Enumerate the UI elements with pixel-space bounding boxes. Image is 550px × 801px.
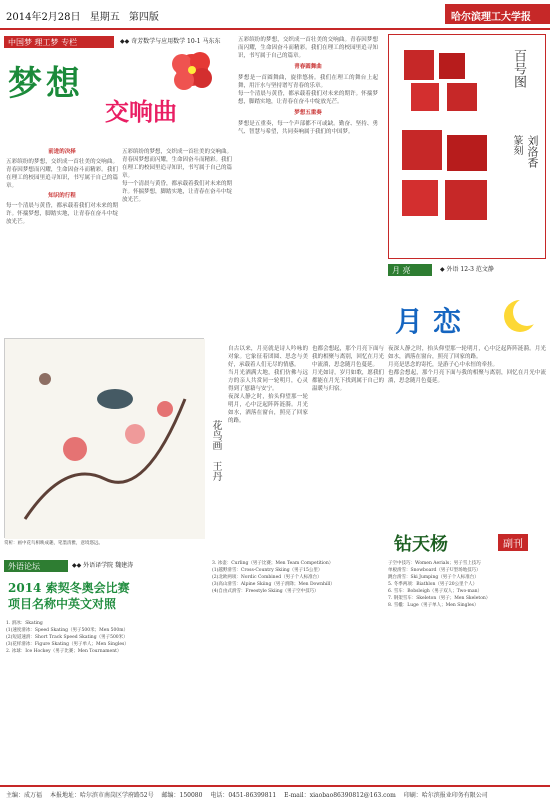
- olympic-item-left-2: (1)速度滑冰：Speed Skating（男子500米；Men 500m）: [6, 628, 129, 633]
- dream-para-2: 每一个清晨与黄昏，都承载着我们对未来的期许。怀揣梦想，脚踏实地，让青春在奋斗中绽放光芒。: [6, 203, 118, 225]
- olympic-item-mid-4: (3)高山滑雪：Alpine Skiing（男子滑降；Men Downhill）: [212, 582, 335, 587]
- dream-five-title: 梦想五重奏: [294, 110, 322, 116]
- moon-byline: [440, 264, 546, 273]
- olympic-item-left-5: 2. 冰球：Ice Hockey（男子比赛；Men Tournament）: [6, 649, 122, 654]
- dream-subhead: 知识的行程: [48, 193, 76, 199]
- section-header-forum: 外语论坛: [4, 560, 68, 572]
- section-header-dream: 中国梦 理工梦 专栏: [4, 36, 114, 48]
- olympic-item-right-2: 单板滑雪：Snowboard（男子U型场地技巧）: [388, 568, 481, 573]
- header-divider: [0, 28, 550, 30]
- forum-byline: [72, 560, 212, 569]
- issue-date: 2014年2月28日: [6, 12, 81, 23]
- dream-column-right: [238, 36, 378, 301]
- dream-title-art: 梦想: [8, 64, 84, 104]
- publication-name: 哈尔滨理工大学报: [445, 4, 550, 24]
- olympic-item-right-7: 8. 雪橇：Luge（男子单人；Men Singles）: [388, 603, 479, 608]
- supplement-title: 钻天杨: [394, 534, 448, 555]
- colb-para-3: 夜深人静之时，抬头仰望那一轮明月，心中泛起阵阵涟漪。月光如水，洒落在窗台，照亮了回家的路。: [228, 394, 308, 424]
- dream-paragraph-left: [6, 148, 118, 298]
- byline-name: 马东东: [202, 38, 221, 45]
- seal-art-panel: [388, 34, 546, 259]
- seal-horses-bottom: [397, 125, 497, 245]
- painting-author: 王丹: [210, 461, 221, 482]
- moon-paragraph: [388, 345, 546, 525]
- dream-five-para: 梦想是五重奏，每一个声部都不可或缺。勤奋、坚持、勇气、智慧与希望，共同奏响属于我们的中国梦。: [238, 121, 378, 135]
- dream-mid-para-2: 每一个清晨与黄昏，都承载着我们对未来的期许。怀揣梦想，脚踏实地，让青春在奋斗中绽放光芒。: [238, 91, 378, 105]
- olympic-item-right-1: 子空中技巧：Women Aerials；男子雪上技巧: [388, 561, 481, 566]
- painting-type: 花鸟画: [210, 420, 221, 450]
- byline-tag: ◆◆ 奇芳数学与应用数学 10-1: [120, 38, 201, 45]
- moon-author: 范文静: [475, 266, 494, 273]
- moon-title: 月恋: [395, 305, 472, 338]
- colc-para-1: 也都会想起，那个月亮下面与我的相聚与离别，回忆在月光中流淌，思念随月色蔓延。: [312, 346, 384, 368]
- colb-para-1: 自古以来，月亮就是诗人吟咏的对象。它象征着团圆、思念与美好，承载着人们无尽的情感。: [228, 346, 308, 368]
- moon-column-b: [228, 345, 308, 550]
- olympic-item-right-6: 7. 钢架雪车：Skeleton（男子；Men Skeleton）: [388, 596, 491, 601]
- footer-postcode: 邮编：150080: [161, 792, 203, 799]
- dream-para-1b: 五彩缤纷的梦想，交织成一首壮美的交响曲。青春因梦想而闪耀，生命因奋斗而精彩。我们在理工的校园里追寻知识，书写属于自己的篇章。: [122, 149, 232, 179]
- colc-para-2: 月光如诗，岁月如歌，愿我们都能在月光下找到属于自己的温暖与归宿。: [312, 370, 384, 392]
- olympic-item-left-4: (3)花样滑冰：Figure Skating（男子单人；Men Singles）: [6, 642, 129, 647]
- footer-editor: 主编：成万福: [6, 792, 43, 799]
- issue-page: 第四版: [128, 12, 159, 23]
- olympic-item-mid-1: 3. 冰壶：Curling（男子比赛；Men Team Competition）: [212, 561, 334, 566]
- supplement-tag: 副刊: [498, 534, 528, 551]
- footer-printer: 印刷：哈尔滨报业印务有限公司: [403, 792, 488, 799]
- seal-horse-artwork: [399, 45, 489, 115]
- supplement-banner: [388, 530, 546, 554]
- masthead-date-bar: [0, 0, 300, 30]
- olympic-item-left-3: (2)短道速滑：Short Track Speed Skating（男子500米）: [6, 635, 128, 640]
- dream-col-para: 五彩缤纷的梦想，交织成一首壮美的交响曲。青春因梦想而闪耀，生命因奋斗而精彩。我们在理工的校园里追寻知识，书写属于自己的篇章。: [238, 37, 378, 59]
- olympic-list-right: [388, 560, 546, 780]
- flower-bird-painting: [4, 338, 204, 538]
- moon-crescent-icon: [500, 296, 540, 336]
- olympic-item-right-4: 5. 冬季两项：Biathlon（男子20公里个人）: [388, 582, 478, 587]
- forum-author: 魏建涛: [115, 562, 134, 569]
- dream-mid-title: 青春圆舞曲: [294, 64, 322, 70]
- olympic-item-left-1: 1. 滑冰：Skating: [6, 621, 43, 626]
- olympic-title-line1: 2014 索契冬奥会比赛: [8, 581, 130, 595]
- olympic-title: [8, 580, 208, 612]
- dream-para-2b: 每一个清晨与黄昏，都承载着我们对未来的期许。怀揣梦想，脚踏实地，让青春在奋斗中绽放光芒。: [122, 181, 232, 203]
- dream-section-note: 前进的决择: [48, 149, 76, 155]
- section-header-moon: 月 亮: [388, 264, 432, 276]
- moon-para-2: 月亮是思念的寄托，是游子心中永恒的牵挂。: [388, 362, 499, 368]
- hibiscus-flower-illustration: [168, 46, 216, 94]
- footer-address: 本报地址：哈尔滨市南岗区学府路52号: [49, 792, 154, 799]
- seal-author-label: 篆刻: [511, 135, 522, 155]
- olympic-item-mid-2: (1)越野滑雪：Cross-Country Skiing（男子15公里）: [212, 568, 323, 573]
- dream-para-1: 五彩缤纷的梦想，交织成一首壮美的交响曲。青春因梦想而闪耀，生命因奋斗而精彩。我们在理工的校园里追寻知识，书写属于自己的篇章。: [6, 159, 118, 189]
- olympic-item-right-5: 6. 雪车：Bobsleigh（男子双人；Two-man）: [388, 589, 483, 594]
- forum-byline-tag: ◆◆ 外语译学院: [72, 562, 114, 569]
- olympic-item-mid-5: (4)自由式滑雪：Freestyle Skiing（男子空中技巧）: [212, 589, 319, 594]
- moon-byline-tag: ◆ 外语 12-3: [440, 266, 474, 273]
- footer-email: E-mail：xiaobao86390812@163.com: [284, 792, 396, 799]
- footer-phone: 电话：0451-86399811: [210, 792, 277, 799]
- painting-caption: 赏析：画中花鸟相映成趣，笔墨清雅，意境悠远。: [4, 541, 103, 546]
- colb-para-2: 当月光洒满大地，我们仿佛与远方的亲人共赏同一轮明月，心灵得到了慰藉与安宁。: [228, 370, 308, 392]
- newspaper-footer: [0, 785, 550, 801]
- olympic-title-line2: 项目名称中英文对照: [8, 597, 117, 611]
- dream-mid-para: 梦想是一首圆舞曲，旋律悠扬。我们在理工的舞台上起舞，用汗水与坚持谱写青春的乐章。: [238, 75, 378, 89]
- olympic-item-mid-3: (2)北欧两项：Nordic Combined（男子个人标准台）: [212, 575, 322, 580]
- moon-column-c: [312, 345, 384, 550]
- moon-para-1: 夜深人静之时，抬头仰望那一轮明月，心中泛起阵阵涟漪。月光如水，洒落在窗台，照亮了回家的路。: [388, 346, 546, 360]
- olympic-list-left: [6, 620, 206, 780]
- olympic-list-mid: [212, 560, 382, 780]
- olympic-item-right-3: 跳台滑雪：Ski Jumping（男子个人标准台）: [388, 575, 479, 580]
- dream-paragraph-mid: [122, 148, 232, 298]
- issue-weekday: 星期五: [89, 12, 120, 23]
- seal-author: 刘洛香: [526, 135, 539, 168]
- seal-title: 百号图: [511, 49, 526, 88]
- dream-title-symphony: 交响曲: [105, 97, 177, 126]
- painting-label: [208, 420, 223, 540]
- moon-para-3: 也都会想起，那个月亮下面与我的相聚与离别，回忆在月光中流淌，思念随月色蔓延。: [388, 370, 546, 384]
